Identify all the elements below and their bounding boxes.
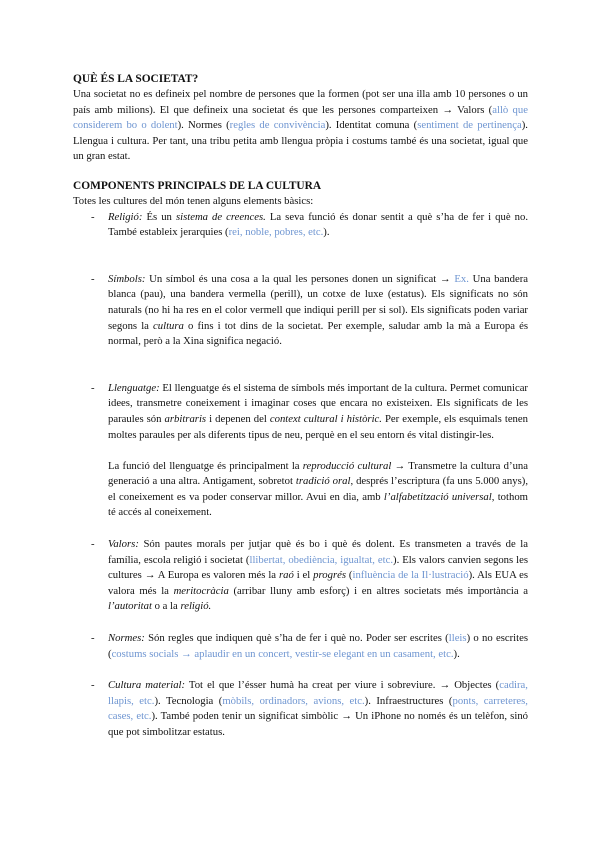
text-run: , després l’escriptura (fa uns 5.000 anys), el coneixement es va poder conservar millor. Avui en dia, amb xyxy=(108,475,528,503)
italic-run: cultura xyxy=(153,319,184,332)
text-run: És un xyxy=(142,210,176,223)
components-list xyxy=(73,210,528,741)
text-run: → Transmetre la cultura d’una generació a una altra. Antigament, sobretot xyxy=(108,459,528,488)
item-term: Llenguatge: xyxy=(108,381,160,394)
list-item-normes xyxy=(73,631,528,662)
highlight-run: mòbils, ordinadors, avions, etc. xyxy=(222,694,365,707)
text-run: Una societat no es defineix pel nombre de persones que la formen (pot ser una illa amb 10 persones o un país amb milions). El que defineix una societat és que les persones comparteixen → Valors ( xyxy=(73,88,528,116)
highlight-run: llibertat, obediència, igualtat, etc. xyxy=(249,553,394,566)
text-run: ). Als EUA es valora més la xyxy=(108,569,528,597)
highlight-run: lleis xyxy=(448,632,467,645)
cultura-intro: Totes les cultures del món tenen alguns elements bàsics: xyxy=(73,194,314,207)
italic-run: progrés xyxy=(313,569,347,582)
highlight-run: regles de convivència xyxy=(229,119,326,132)
italic-run: raó xyxy=(278,569,294,582)
text-run: ). Identitat comuna ( xyxy=(325,119,418,132)
text-run: ) o no escrites ( xyxy=(108,632,528,660)
italic-run: l’autoritat xyxy=(108,600,152,613)
text-run: ( xyxy=(346,569,353,582)
text-run: La seva funció és donar sentit a què s’ha de fer i què no. També estableix jerarquies ( xyxy=(108,210,529,239)
bullet-dash: - xyxy=(91,632,95,645)
bullet-dash: - xyxy=(91,210,95,223)
text-run: ). Tecnologia ( xyxy=(154,694,223,707)
italic-run: meritocràcia xyxy=(173,584,229,597)
text-run: ). També poden tenir un significat simbòlic → Un iPhone no només és un telèfon, sinó que pot simbolitzar estatus. xyxy=(108,710,529,738)
text-run: (arribar lluny amb esforç) i en altres societats més importància a xyxy=(228,584,528,597)
text-run: El llenguatge és el sistema de símbols més important de la cultura. Permet comunicar idees, transmetre coneixement i imaginar coses que encara no existeixen. Els significats de les paraules són xyxy=(108,381,528,425)
section-heading-societat: QUÈ ÉS LA SOCIETAT? xyxy=(73,73,199,85)
highlight-run: allò que considerem bo o dolent xyxy=(73,103,528,132)
text-run: ). Normes ( xyxy=(177,119,230,132)
highlight-run: ponts, carreteres, cases, etc. xyxy=(108,694,528,723)
bullet-dash: - xyxy=(91,538,95,551)
text-run: Són pautes morals per jutjar què és bo i què és dolent. Es transmeten a través de la família, escola religió i societat ( xyxy=(108,538,528,566)
text-run: ). xyxy=(323,226,330,239)
text-run: Per exemple, els esquimals tenen moltes paraules per als diferents tipus de neu, perquè en el seu entorn és vital distingir-les. xyxy=(108,412,528,441)
highlight-run: costums socials → aplaudir en un concert, vestir-se elegant en un casament, etc. xyxy=(111,647,454,660)
italic-run: context cultural i històric. xyxy=(269,412,382,425)
highlight-run: cadira, llapis, etc. xyxy=(108,679,528,707)
item-term: Cultura material: xyxy=(108,679,186,692)
text-run: La funció del llenguatge és principalment la xyxy=(108,459,303,472)
italic-run: tradició oral xyxy=(295,475,351,488)
text-run: ). Infraestructures ( xyxy=(364,694,453,707)
italic-run: arbitraris xyxy=(164,412,207,425)
text-run: Tot el que l’ésser humà ha creat per viure i sobreviure. → Objectes ( xyxy=(185,679,500,692)
list-item-llenguatge xyxy=(73,381,528,521)
list-item-simbols xyxy=(73,272,528,350)
highlight-run: rei, noble, pobres, etc. xyxy=(228,226,324,239)
bullet-dash: - xyxy=(91,272,95,285)
societat-paragraph xyxy=(73,87,528,165)
text-run: Un símbol és una cosa a la qual les persones donen un significat → xyxy=(145,272,455,285)
italic-run: sistema de creences. xyxy=(175,210,266,223)
highlight-run: influència de la Il·lustració xyxy=(352,569,469,582)
section-heading-cultura: COMPONENTS PRINCIPALS DE LA CULTURA xyxy=(73,179,322,192)
text-run: Són regles que indiquen què s’ha de fer i què no. Poder ser escrites ( xyxy=(144,632,449,645)
text-run: ). Llengua i cultura. Per tant, una tribu petita amb llengua pròpia i costums també és una societat, igual que un gran estat. xyxy=(73,119,528,163)
text-run: , tothom té accés al coneixement. xyxy=(108,490,528,519)
italic-run: religió. xyxy=(180,600,212,613)
list-item-religio xyxy=(73,210,528,241)
bullet-dash: - xyxy=(91,679,95,692)
text-run: Una bandera blanca (pau), una bandera vermella (perill), un cotxe de luxe (estatus). Els significats no són naturals (no hi ha res en el color vermell que indiqui perill per si sol). Els significats poden variar segons la xyxy=(108,272,528,332)
llenguatge-paragraph-2 xyxy=(108,459,528,521)
item-term: Valors: xyxy=(108,538,139,551)
bullet-dash: - xyxy=(91,381,95,394)
list-item-cultura-material xyxy=(73,678,528,740)
italic-run: reproducció cultural xyxy=(302,459,392,472)
text-run: o a la xyxy=(151,600,181,613)
item-term: Normes: xyxy=(108,632,145,645)
list-item-valors xyxy=(73,537,528,615)
highlight-run: sentiment de pertinença xyxy=(417,119,522,132)
item-term: Símbols: xyxy=(108,272,146,285)
text-run: ). xyxy=(453,647,460,660)
text-run: i el xyxy=(293,569,314,582)
item-term: Religió: xyxy=(108,210,143,223)
text-run: ). Els valors canvien segons les cultures → A Europa es valoren més la xyxy=(108,553,528,582)
italic-run: l’alfabetització universal xyxy=(383,490,492,503)
text-run: i depenen del xyxy=(206,412,270,425)
highlight-run: Ex. xyxy=(454,272,469,285)
text-run: o fins i tot dins de la societat. Per exemple, saludar amb la mà a Europa és normal, però a la Xina significa negació. xyxy=(108,319,528,348)
